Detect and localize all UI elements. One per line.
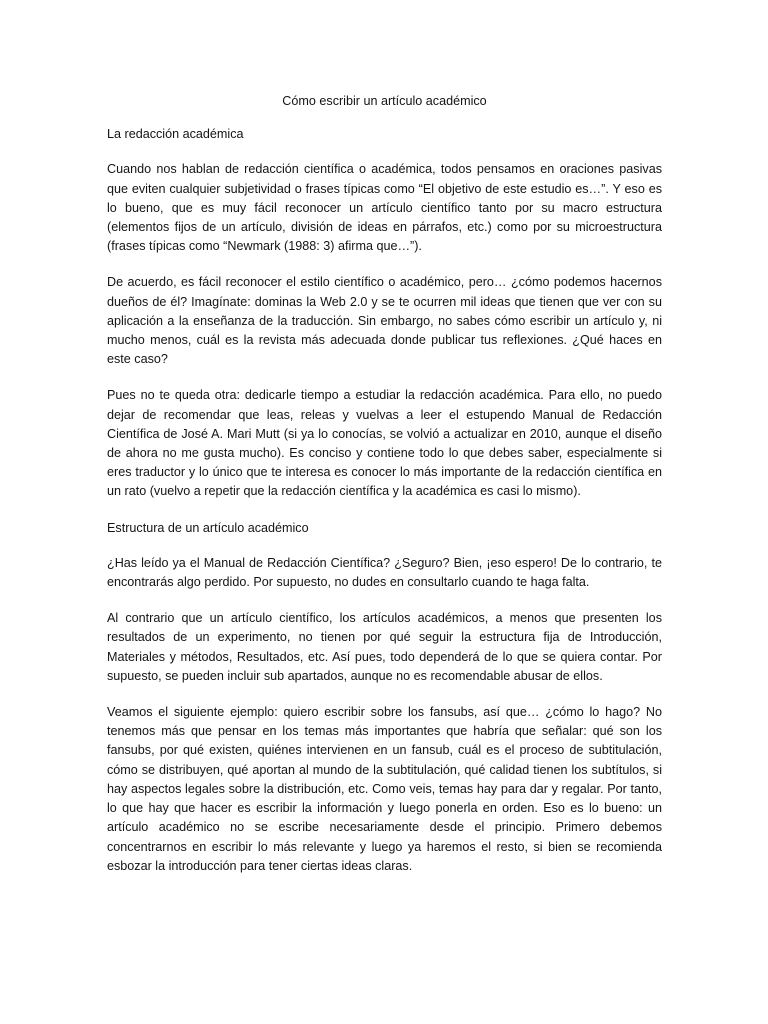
paragraph: Veamos el siguiente ejemplo: quiero escribir sobre los fansubs, así que… ¿cómo lo hago? No tenemos más que pensar en los temas más importantes que habría que señalar: qué son los fansubs, por qué existen, quiénes intervienen en un fansub, cuál es el proceso de subtitulación, cómo se distribuyen, qué aportan al mundo de la subtitulación, qué calidad tienen los subtítulos, si hay aspectos legales sobre la distribución, etc. Como veis, temas hay para dar y regalar. Por tanto, lo que hay que hacer es escribir la información y luego ponerla en orden. Eso es lo bueno: un artículo académico no se escribe necesariamente desde el principio. Primero debemos concentrarnos en escribir lo más relevante y luego ya haremos el resto, si bien se recomienda esbozar la introducción para tener ciertas ideas claras.: [107, 705, 662, 873]
paragraph: ¿Has leído ya el Manual de Redacción Científica? ¿Seguro? Bien, ¡eso espero! De lo contrario, te encontrarás algo perdido. Por supuesto, no dudes en consultarlo cuando te haga falta.: [107, 555, 662, 590]
paragraph: Al contrario que un artículo científico, los artículos académicos, a menos que presenten los resultados de un experimento, no tienen por qué seguir la estructura fija de Introducción, Materiales y métodos, Resultados, etc. Así pues, todo dependerá de lo que se quiera contar. Por supuesto, se pueden incluir sub apartados, aunque no es recomendable abusar de ellos.: [107, 611, 662, 683]
document-body: [107, 92, 662, 876]
section-heading-estructura: Estructura de un artículo académico: [107, 520, 309, 535]
document-title: Cómo escribir un artículo académico: [282, 94, 487, 108]
paragraph: Pues no te queda otra: dedicarle tiempo a estudiar la redacción académica. Para ello, no puedo dejar de recomendar que leas, releas y vuelvas a leer el estupendo Manual de Redacción Científica de José A. Mari Mutt (si ya lo conocías, se volvió a actualizar en 2010, aunque el diseño de ahora no me gusta mucho). Es conciso y contiene todo lo que debes saber, especialmente si eres traductor y lo único que te interesa es conocer lo más importante de la redacción científica en un rato (vuelvo a repetir que la redacción científica y la académica es casi lo mismo).: [107, 388, 662, 499]
paragraph: De acuerdo, es fácil reconocer el estilo científico o académico, pero… ¿cómo podemos hacernos dueños de él? Imagínate: dominas la Web 2.0 y se te ocurren mil ideas que tienen que ver con su aplicación a la enseñanza de la traducción. Sin embargo, no sabes cómo escribir un artículo y, ni mucho menos, cuál es la revista más adecuada donde publicar tus reflexiones. ¿Qué haces en este caso?: [107, 275, 662, 367]
section-heading-redaccion: La redacción académica: [107, 127, 244, 142]
paragraph: Cuando nos hablan de redacción científica o académica, todos pensamos en oraciones pasivas que eviten cualquier subjetividad o frases típicas como “El objetivo de este estudio es…”. Y eso es lo bueno, que es muy fácil reconocer un artículo científico tanto por su macro estructura (elementos fijos de un artículo, división de ideas en párrafos, etc.) como por su microestructura (frases típicas como “Newmark (1988: 3) afirma que…”).: [107, 162, 662, 254]
